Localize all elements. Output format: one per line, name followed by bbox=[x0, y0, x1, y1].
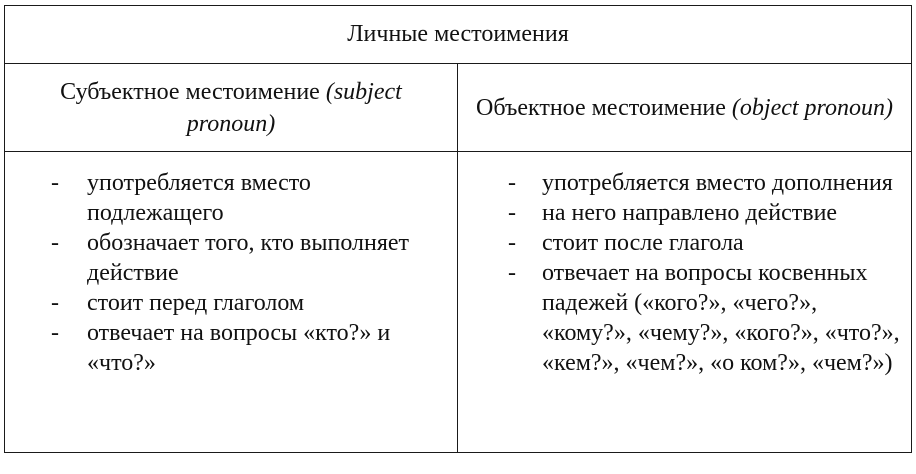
pronouns-table bbox=[4, 5, 912, 453]
dash-bullet: - bbox=[51, 290, 59, 316]
feature-text: отвечает на вопросы косвенных падежей («кого?», «чего?», «кому?», «чему?», «кого?», «что?», «кем?», «чем?», «о ком?», «чем?») bbox=[542, 260, 900, 376]
object-pronoun-features-cell bbox=[458, 152, 912, 453]
table-title: Личные местоимения bbox=[5, 6, 912, 64]
object-pronoun-heading-en: (object pronoun) bbox=[731, 94, 893, 121]
subject-pronoun-features-list bbox=[5, 152, 457, 378]
feature-text: употребляется вместо подлежащего bbox=[87, 170, 311, 226]
object-pronoun-features-list bbox=[458, 152, 911, 378]
dash-bullet: - bbox=[51, 230, 59, 256]
dash-bullet: - bbox=[51, 320, 59, 346]
feature-text: стоит после глагола bbox=[542, 230, 744, 256]
feature-text: употребляется вместо дополнения bbox=[542, 170, 893, 196]
list-item bbox=[5, 318, 447, 378]
list-item bbox=[458, 258, 901, 378]
list-item bbox=[458, 198, 901, 228]
list-item bbox=[458, 168, 901, 198]
feature-text: стоит перед глаголом bbox=[87, 290, 305, 316]
dash-bullet: - bbox=[508, 200, 516, 226]
list-item bbox=[458, 228, 901, 258]
dash-bullet: - bbox=[508, 170, 516, 196]
dash-bullet: - bbox=[508, 260, 516, 286]
features-row bbox=[5, 152, 912, 453]
subject-pronoun-heading-en: (subject pronoun) bbox=[186, 78, 402, 137]
subject-pronoun-header bbox=[5, 64, 458, 152]
object-pronoun-heading: Объектное местоимение bbox=[476, 94, 726, 121]
header-row bbox=[5, 64, 912, 152]
list-item bbox=[5, 168, 447, 228]
dash-bullet: - bbox=[51, 170, 59, 196]
subject-pronoun-features-cell bbox=[5, 152, 458, 453]
object-pronoun-header bbox=[458, 64, 912, 152]
list-item bbox=[5, 228, 447, 288]
list-item bbox=[5, 288, 447, 318]
subject-pronoun-heading: Субъектное местоимение bbox=[60, 78, 320, 105]
title-row bbox=[5, 6, 912, 64]
feature-text: отвечает на вопросы «кто?» и «что?» bbox=[87, 320, 391, 376]
dash-bullet: - bbox=[508, 230, 516, 256]
feature-text: обозначает того, кто выполняет действие bbox=[87, 230, 410, 286]
feature-text: на него направлено действие bbox=[542, 200, 838, 226]
